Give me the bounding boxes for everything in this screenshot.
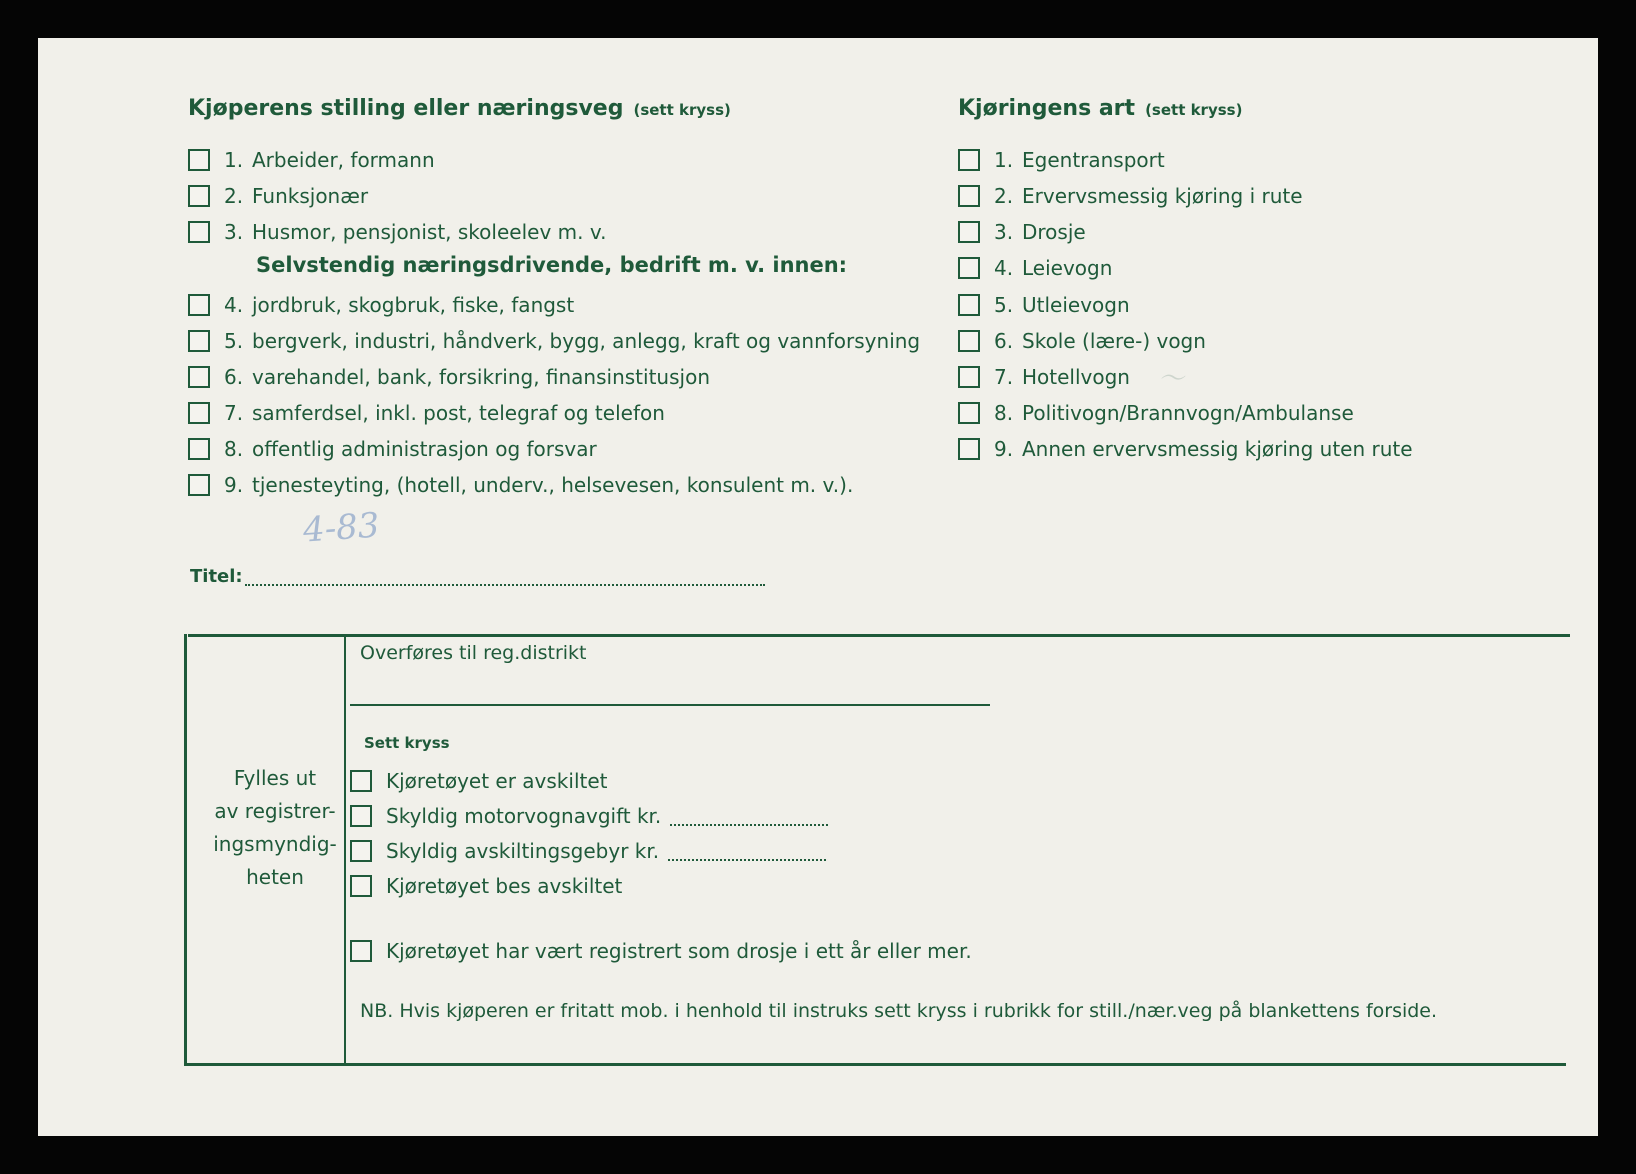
checkbox[interactable] [958,149,980,171]
checkbox[interactable] [958,402,980,424]
checkbox[interactable] [350,770,372,792]
driving-option-6[interactable] [958,328,1206,354]
driving-option-2[interactable] [958,183,1303,209]
option-label: jordbruk, skogbruk, fiske, fangst [252,293,575,317]
motor-fee-amount-line[interactable] [670,824,828,826]
checkbox[interactable] [958,366,980,388]
box-left-rule [184,634,187,1066]
option-number: 6. [224,365,244,389]
driving-type-title: Kjøringens art [958,96,1136,121]
checkbox[interactable] [958,438,980,460]
driving-option-7[interactable] [958,364,1130,390]
box-top-rule [188,634,1570,637]
option-label: Egentransport [1022,148,1165,172]
option-label: Politivogn/Brannvogn/Ambulanse [1022,401,1354,425]
buyer-occupation-heading [188,96,731,121]
checkbox[interactable] [188,221,210,243]
checkbox[interactable] [188,294,210,316]
option-number: 7. [994,365,1014,389]
option-number: 7. [224,401,244,425]
check-request-deregistration[interactable] [350,873,622,899]
option-number: 2. [994,184,1014,208]
checkbox[interactable] [350,875,372,897]
option-label: Hotellvogn [1022,365,1130,389]
driving-option-8[interactable] [958,400,1354,426]
title-input-line[interactable] [245,584,765,586]
option-number: 1. [994,148,1014,172]
option-label: varehandel, bank, forsikring, finansinstitusjon [252,365,710,389]
checkbox[interactable] [350,940,372,962]
sett-kryss-label: Sett kryss [364,734,450,752]
checkbox[interactable] [350,805,372,827]
self-employed-subheading: Selvstendig næringsdrivende, bedrift m. v. innen: [256,253,848,277]
occupation-option-6[interactable] [188,364,710,390]
bleed-through-mark: ～ [1158,364,1185,394]
option-number: 9. [994,437,1014,461]
checkbox[interactable] [958,257,980,279]
occupation-option-4[interactable] [188,292,574,318]
box-bottom-rule [184,1063,1566,1066]
occupation-option-8[interactable] [188,436,597,462]
option-label: tjenesteyting, (hotell, underv., helsevesen, konsulent m. v.). [252,473,854,497]
transfer-district-line[interactable] [350,704,990,706]
option-label: Utleievogn [1022,293,1130,317]
driving-type-heading [958,96,1242,121]
option-number: 3. [224,220,244,244]
checkbox[interactable] [958,221,980,243]
side-line-3: ingsmyndig- [213,832,337,856]
buyer-occupation-note: (sett kryss) [633,101,731,119]
option-label: samferdsel, inkl. post, telegraf og telefon [252,401,665,425]
option-label: Husmor, pensjonist, skoleelev m. v. [252,220,607,244]
option-label: Leievogn [1022,256,1113,280]
check-label: Kjøretøyet bes avskiltet [386,874,623,898]
option-label: offentlig administrasjon og forsvar [252,437,597,461]
checkbox[interactable] [188,438,210,460]
check-label: Skyldig motorvognavgift kr. [386,804,662,828]
driving-option-9[interactable] [958,436,1413,462]
occupation-option-3[interactable] [188,219,606,245]
option-number: 6. [994,329,1014,353]
option-label: Drosje [1022,220,1086,244]
checkbox[interactable] [188,402,210,424]
occupation-option-7[interactable] [188,400,665,426]
option-number: 4. [224,293,244,317]
option-number: 8. [994,401,1014,425]
option-number: 5. [224,329,244,353]
occupation-option-5[interactable] [188,328,920,354]
check-label: Skyldig avskiltingsgebyr kr. [386,839,660,863]
option-number: 2. [224,184,244,208]
form-sheet [38,38,1598,1136]
title-label: Titel: [190,566,243,587]
check-registered-as-taxi[interactable] [350,938,972,964]
driving-option-1[interactable] [958,147,1165,173]
nb-note: NB. Hvis kjøperen er fritatt mob. i henhold til instruks sett kryss i rubrikk for still./nær.veg på blankettens forside. [360,1000,1438,1022]
checkbox[interactable] [350,840,372,862]
buyer-occupation-title: Kjøperens stilling eller næringsveg [188,96,624,121]
handwritten-stamp: 4-83 [301,505,381,551]
option-label: bergverk, industri, håndverk, bygg, anlegg, kraft og vannforsyning [252,329,921,353]
option-number: 9. [224,473,244,497]
check-label: Kjøretøyet er avskiltet [386,769,608,793]
side-line-4: heten [246,865,304,889]
option-number: 5. [994,293,1014,317]
option-label: Skole (lære-) vogn [1022,329,1206,353]
occupation-option-9[interactable] [188,472,853,498]
checkbox[interactable] [958,330,980,352]
option-label: Ervervsmessig kjøring i rute [1022,184,1303,208]
check-deregistration-fee[interactable] [350,838,659,864]
driving-option-3[interactable] [958,219,1086,245]
checkbox[interactable] [958,294,980,316]
check-motor-vehicle-fee[interactable] [350,803,661,829]
check-label: Kjøretøyet har vært registrert som drosje i ett år eller mer. [386,939,972,963]
transfer-district-label: Overføres til reg.distrikt [360,642,587,664]
driving-type-note: (sett kryss) [1145,101,1243,119]
occupation-option-2[interactable] [188,183,368,209]
side-line-2: av registrer- [214,799,336,823]
checkbox[interactable] [188,185,210,207]
driving-option-4[interactable] [958,255,1112,281]
option-number: 3. [994,220,1014,244]
checkbox[interactable] [958,185,980,207]
deregistration-fee-amount-line[interactable] [668,859,826,861]
checkbox[interactable] [188,149,210,171]
side-line-1: Fylles ut [233,766,317,790]
registration-authority-note [195,762,355,894]
option-number: 1. [224,148,244,172]
option-label: Annen ervervsmessig kjøring uten rute [1022,437,1413,461]
option-number: 4. [994,256,1014,280]
check-vehicle-deregistered[interactable] [350,768,608,794]
checkbox[interactable] [188,366,210,388]
checkbox[interactable] [188,474,210,496]
occupation-option-1[interactable] [188,147,435,173]
option-label: Funksjonær [252,184,369,208]
option-number: 8. [224,437,244,461]
driving-option-5[interactable] [958,292,1130,318]
checkbox[interactable] [188,330,210,352]
option-label: Arbeider, formann [252,148,435,172]
